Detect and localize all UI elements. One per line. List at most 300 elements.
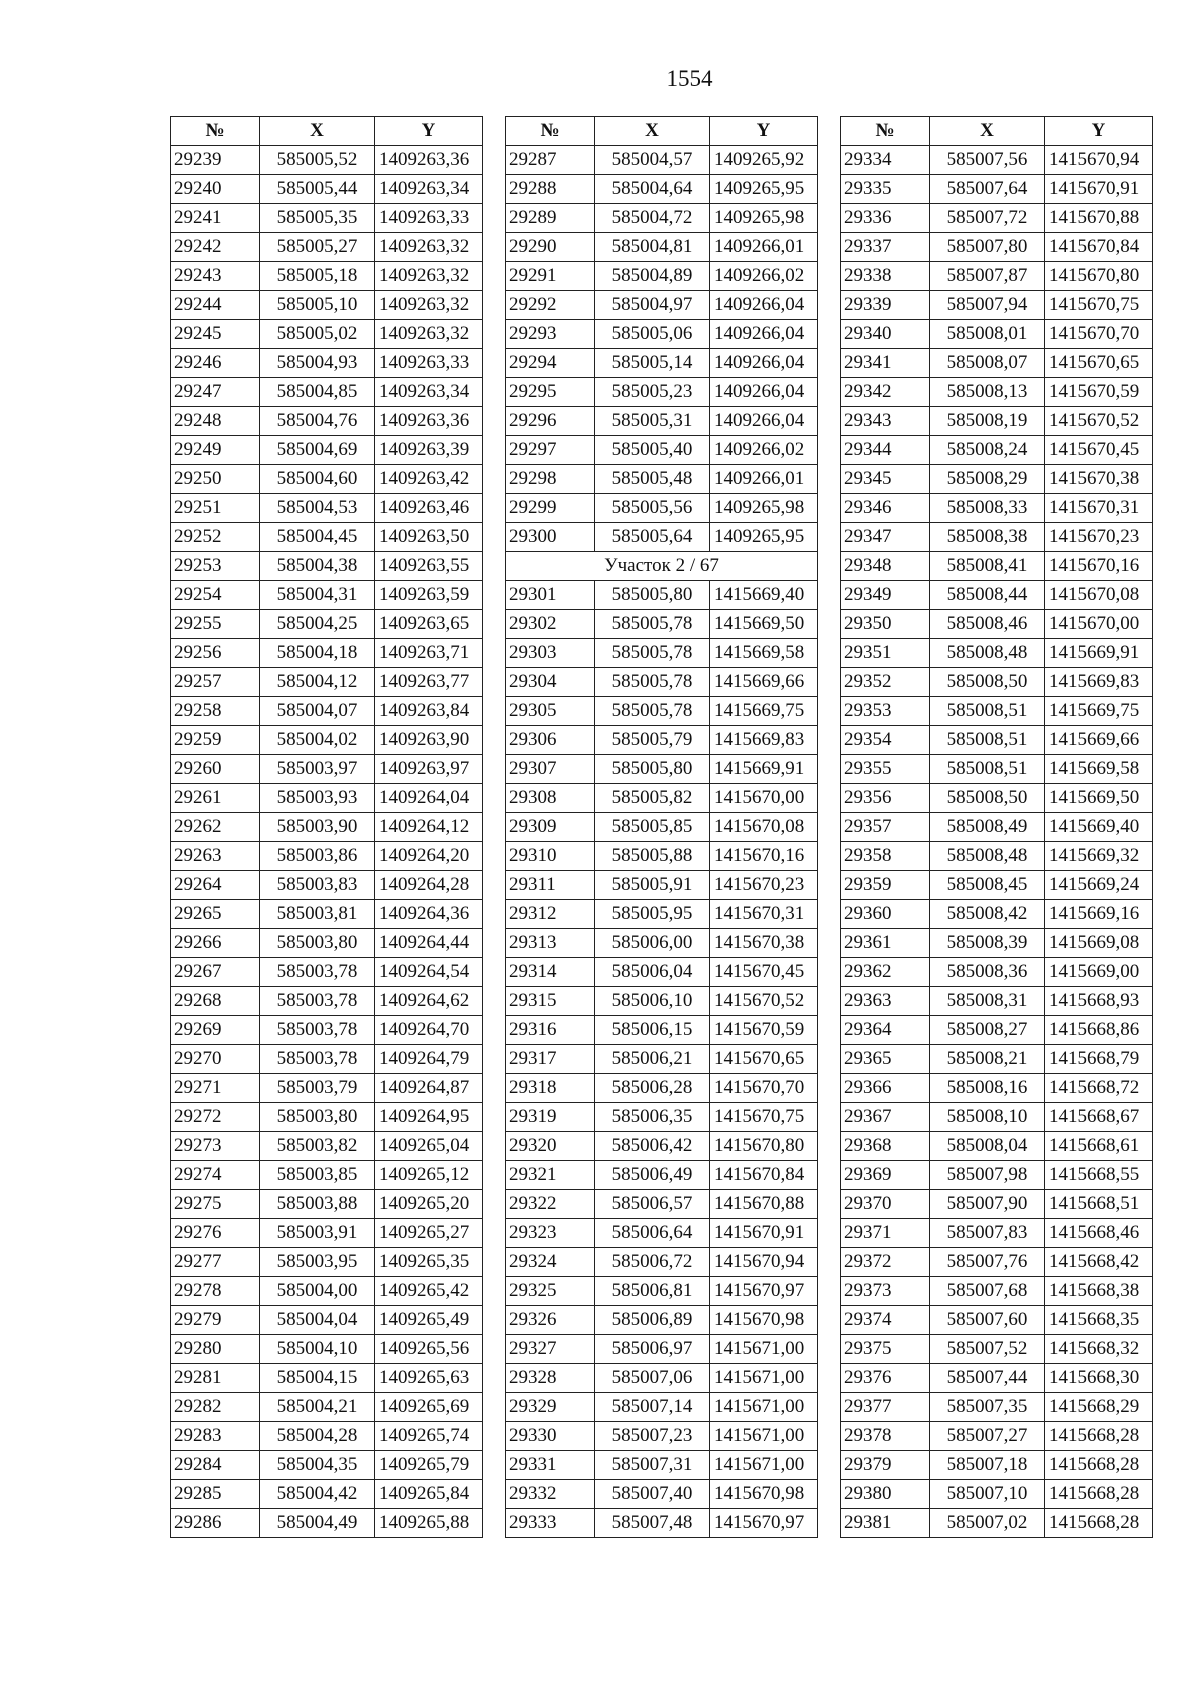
cell-x: 585006,21 [595, 1045, 710, 1074]
cell-y: 1415670,45 [1045, 436, 1153, 465]
cell-y: 1415669,75 [1045, 697, 1153, 726]
cell-x: 585008,27 [930, 1016, 1045, 1045]
table-row [171, 1248, 483, 1277]
cell-no: 29300 [506, 523, 595, 552]
cell-no: 29358 [841, 842, 930, 871]
cell-no: 29357 [841, 813, 930, 842]
table-row [506, 262, 818, 291]
cell-no: 29245 [171, 320, 260, 349]
cell-y: 1415670,88 [710, 1190, 818, 1219]
cell-no: 29345 [841, 465, 930, 494]
table-row [506, 1306, 818, 1335]
table-row [841, 1364, 1153, 1393]
cell-no: 29324 [506, 1248, 595, 1277]
cell-no: 29359 [841, 871, 930, 900]
cell-x: 585008,51 [930, 755, 1045, 784]
cell-y: 1415670,84 [1045, 233, 1153, 262]
cell-no: 29272 [171, 1103, 260, 1132]
cell-y: 1409263,36 [375, 407, 483, 436]
cell-y: 1415670,16 [710, 842, 818, 871]
cell-x: 585003,81 [260, 900, 375, 929]
cell-no: 29375 [841, 1335, 930, 1364]
cell-x: 585008,16 [930, 1074, 1045, 1103]
cell-x: 585007,14 [595, 1393, 710, 1422]
header-x: X [595, 117, 710, 146]
table-row [171, 1335, 483, 1364]
cell-x: 585005,78 [595, 697, 710, 726]
table-row [506, 1277, 818, 1306]
cell-y: 1415668,32 [1045, 1335, 1153, 1364]
cell-y: 1415670,45 [710, 958, 818, 987]
cell-y: 1409264,87 [375, 1074, 483, 1103]
cell-y: 1415670,97 [710, 1509, 818, 1538]
cell-no: 29292 [506, 291, 595, 320]
cell-x: 585008,41 [930, 552, 1045, 581]
cell-y: 1415671,00 [710, 1335, 818, 1364]
cell-no: 29380 [841, 1480, 930, 1509]
table-row [506, 871, 818, 900]
cell-y: 1415668,72 [1045, 1074, 1153, 1103]
table-row [506, 958, 818, 987]
cell-no: 29267 [171, 958, 260, 987]
cell-x: 585008,38 [930, 523, 1045, 552]
cell-x: 585006,35 [595, 1103, 710, 1132]
header-y: Y [375, 117, 483, 146]
cell-y: 1409263,90 [375, 726, 483, 755]
coordinate-table-1 [170, 116, 483, 1538]
table-row [171, 1277, 483, 1306]
cell-y: 1409266,02 [710, 436, 818, 465]
cell-y: 1415668,93 [1045, 987, 1153, 1016]
cell-y: 1415670,98 [710, 1480, 818, 1509]
cell-x: 585004,04 [260, 1306, 375, 1335]
cell-y: 1415669,00 [1045, 958, 1153, 987]
cell-x: 585005,40 [595, 436, 710, 465]
table-row [171, 1306, 483, 1335]
cell-x: 585004,53 [260, 494, 375, 523]
cell-x: 585003,80 [260, 929, 375, 958]
cell-y: 1409264,95 [375, 1103, 483, 1132]
table-row [841, 494, 1153, 523]
cell-y: 1415668,86 [1045, 1016, 1153, 1045]
cell-y: 1409263,55 [375, 552, 483, 581]
cell-x: 585008,42 [930, 900, 1045, 929]
cell-x: 585008,29 [930, 465, 1045, 494]
cell-x: 585007,56 [930, 146, 1045, 175]
cell-y: 1409265,63 [375, 1364, 483, 1393]
cell-y: 1409265,35 [375, 1248, 483, 1277]
cell-no: 29320 [506, 1132, 595, 1161]
cell-y: 1415670,88 [1045, 204, 1153, 233]
cell-no: 29356 [841, 784, 930, 813]
cell-no: 29301 [506, 581, 595, 610]
cell-no: 29298 [506, 465, 595, 494]
cell-y: 1415670,08 [1045, 581, 1153, 610]
table-row [171, 1451, 483, 1480]
cell-x: 585005,02 [260, 320, 375, 349]
table-row [506, 1451, 818, 1480]
cell-x: 585003,78 [260, 1016, 375, 1045]
cell-y: 1409263,32 [375, 262, 483, 291]
table-row [171, 320, 483, 349]
cell-x: 585003,93 [260, 784, 375, 813]
cell-no: 29271 [171, 1074, 260, 1103]
table-row [841, 204, 1153, 233]
cell-x: 585004,97 [595, 291, 710, 320]
table-row [171, 175, 483, 204]
cell-x: 585005,44 [260, 175, 375, 204]
header-no: № [506, 117, 595, 146]
cell-no: 29348 [841, 552, 930, 581]
cell-no: 29321 [506, 1161, 595, 1190]
table-row [171, 639, 483, 668]
table-row [506, 204, 818, 233]
cell-x: 585008,33 [930, 494, 1045, 523]
table-row [506, 407, 818, 436]
cell-no: 29243 [171, 262, 260, 291]
cell-no: 29257 [171, 668, 260, 697]
table-row [841, 523, 1153, 552]
cell-no: 29340 [841, 320, 930, 349]
cell-no: 29346 [841, 494, 930, 523]
cell-no: 29296 [506, 407, 595, 436]
cell-no: 29283 [171, 1422, 260, 1451]
cell-x: 585007,35 [930, 1393, 1045, 1422]
cell-y: 1409265,49 [375, 1306, 483, 1335]
cell-no: 29276 [171, 1219, 260, 1248]
cell-y: 1409266,04 [710, 320, 818, 349]
cell-no: 29378 [841, 1422, 930, 1451]
cell-no: 29275 [171, 1190, 260, 1219]
cell-x: 585005,18 [260, 262, 375, 291]
table-row [841, 320, 1153, 349]
cell-y: 1415670,59 [710, 1016, 818, 1045]
table-row [506, 842, 818, 871]
table-row [506, 784, 818, 813]
cell-x: 585007,76 [930, 1248, 1045, 1277]
cell-x: 585007,31 [595, 1451, 710, 1480]
cell-no: 29239 [171, 146, 260, 175]
table-row [171, 552, 483, 581]
table-row [841, 1393, 1153, 1422]
cell-y: 1415670,84 [710, 1161, 818, 1190]
cell-no: 29294 [506, 349, 595, 378]
table-row [171, 900, 483, 929]
table-row [506, 987, 818, 1016]
table-row [841, 784, 1153, 813]
cell-y: 1409263,59 [375, 581, 483, 610]
cell-y: 1415669,83 [1045, 668, 1153, 697]
cell-no: 29256 [171, 639, 260, 668]
cell-y: 1415669,75 [710, 697, 818, 726]
cell-x: 585003,95 [260, 1248, 375, 1277]
table-row [506, 523, 818, 552]
table-row [841, 262, 1153, 291]
cell-no: 29295 [506, 378, 595, 407]
table-row [171, 436, 483, 465]
table-header-row [171, 117, 483, 146]
cell-y: 1415670,80 [1045, 262, 1153, 291]
table-row [506, 291, 818, 320]
cell-y: 1415671,00 [710, 1364, 818, 1393]
cell-y: 1409264,04 [375, 784, 483, 813]
table-row [506, 726, 818, 755]
cell-y: 1409263,34 [375, 175, 483, 204]
cell-no: 29352 [841, 668, 930, 697]
cell-y: 1415669,08 [1045, 929, 1153, 958]
cell-no: 29334 [841, 146, 930, 175]
table-row [841, 349, 1153, 378]
cell-x: 585006,89 [595, 1306, 710, 1335]
table-row [171, 1393, 483, 1422]
cell-y: 1415668,46 [1045, 1219, 1153, 1248]
table-row [506, 1219, 818, 1248]
table-row [841, 146, 1153, 175]
cell-x: 585004,81 [595, 233, 710, 262]
table-row [841, 1219, 1153, 1248]
cell-y: 1415669,50 [710, 610, 818, 639]
cell-y: 1409265,27 [375, 1219, 483, 1248]
cell-y: 1409263,36 [375, 146, 483, 175]
cell-no: 29355 [841, 755, 930, 784]
cell-y: 1415669,66 [710, 668, 818, 697]
cell-no: 29317 [506, 1045, 595, 1074]
cell-y: 1409263,97 [375, 755, 483, 784]
table-row [506, 668, 818, 697]
cell-x: 585004,21 [260, 1393, 375, 1422]
cell-y: 1415670,52 [1045, 407, 1153, 436]
cell-x: 585005,27 [260, 233, 375, 262]
page-number: 1554 [666, 66, 713, 91]
cell-x: 585007,80 [930, 233, 1045, 262]
table-row [171, 1480, 483, 1509]
cell-y: 1415670,91 [1045, 175, 1153, 204]
cell-no: 29278 [171, 1277, 260, 1306]
cell-x: 585007,48 [595, 1509, 710, 1538]
cell-x: 585008,36 [930, 958, 1045, 987]
table-row [171, 465, 483, 494]
cell-x: 585004,18 [260, 639, 375, 668]
cell-no: 29265 [171, 900, 260, 929]
cell-no: 29258 [171, 697, 260, 726]
cell-x: 585004,57 [595, 146, 710, 175]
cell-no: 29280 [171, 1335, 260, 1364]
table-row [841, 842, 1153, 871]
cell-y: 1409266,02 [710, 262, 818, 291]
cell-no: 29252 [171, 523, 260, 552]
cell-x: 585003,85 [260, 1161, 375, 1190]
cell-y: 1409263,42 [375, 465, 483, 494]
header-x: X [260, 117, 375, 146]
cell-x: 585003,88 [260, 1190, 375, 1219]
cell-y: 1409264,12 [375, 813, 483, 842]
cell-x: 585003,78 [260, 958, 375, 987]
table-row [506, 1045, 818, 1074]
coordinate-tables [0, 116, 1200, 1616]
cell-y: 1409266,04 [710, 291, 818, 320]
cell-no: 29322 [506, 1190, 595, 1219]
table-row [171, 1161, 483, 1190]
cell-x: 585008,50 [930, 668, 1045, 697]
cell-x: 585008,10 [930, 1103, 1045, 1132]
cell-x: 585004,72 [595, 204, 710, 233]
table-row [171, 987, 483, 1016]
cell-x: 585003,80 [260, 1103, 375, 1132]
cell-no: 29241 [171, 204, 260, 233]
cell-y: 1409265,88 [375, 1509, 483, 1538]
cell-x: 585004,10 [260, 1335, 375, 1364]
cell-x: 585004,49 [260, 1509, 375, 1538]
table-row [841, 668, 1153, 697]
cell-y: 1415670,91 [710, 1219, 818, 1248]
cell-no: 29306 [506, 726, 595, 755]
cell-y: 1415669,91 [710, 755, 818, 784]
cell-y: 1409263,84 [375, 697, 483, 726]
table-row [841, 1161, 1153, 1190]
cell-no: 29354 [841, 726, 930, 755]
cell-x: 585003,78 [260, 987, 375, 1016]
cell-y: 1415670,38 [1045, 465, 1153, 494]
table-row [171, 610, 483, 639]
cell-x: 585007,90 [930, 1190, 1045, 1219]
cell-y: 1409265,95 [710, 175, 818, 204]
table-row [506, 1161, 818, 1190]
table-row [506, 900, 818, 929]
table-row [171, 1103, 483, 1132]
cell-x: 585005,56 [595, 494, 710, 523]
cell-y: 1415671,00 [710, 1451, 818, 1480]
cell-x: 585008,45 [930, 871, 1045, 900]
table-row [171, 349, 483, 378]
cell-x: 585005,95 [595, 900, 710, 929]
cell-y: 1409263,33 [375, 349, 483, 378]
cell-no: 29303 [506, 639, 595, 668]
table-row [171, 291, 483, 320]
table-row [506, 639, 818, 668]
cell-y: 1415668,42 [1045, 1248, 1153, 1277]
cell-no: 29250 [171, 465, 260, 494]
cell-x: 585005,52 [260, 146, 375, 175]
table-row [506, 378, 818, 407]
table-row [841, 1480, 1153, 1509]
cell-no: 29270 [171, 1045, 260, 1074]
coordinate-table-3 [840, 116, 1153, 1538]
cell-y: 1415668,55 [1045, 1161, 1153, 1190]
cell-no: 29277 [171, 1248, 260, 1277]
table-row [171, 755, 483, 784]
table-row [171, 262, 483, 291]
table-row [506, 755, 818, 784]
cell-no: 29269 [171, 1016, 260, 1045]
header-x: X [930, 117, 1045, 146]
cell-x: 585007,40 [595, 1480, 710, 1509]
table-row [506, 1393, 818, 1422]
cell-y: 1409265,95 [710, 523, 818, 552]
cell-no: 29304 [506, 668, 595, 697]
cell-y: 1415669,16 [1045, 900, 1153, 929]
table-row [171, 581, 483, 610]
cell-no: 29343 [841, 407, 930, 436]
cell-y: 1415670,00 [1045, 610, 1153, 639]
table-row [841, 1190, 1153, 1219]
cell-no: 29368 [841, 1132, 930, 1161]
cell-y: 1409266,01 [710, 233, 818, 262]
cell-x: 585008,01 [930, 320, 1045, 349]
cell-no: 29365 [841, 1045, 930, 1074]
cell-x: 585003,97 [260, 755, 375, 784]
cell-y: 1409264,70 [375, 1016, 483, 1045]
cell-x: 585005,48 [595, 465, 710, 494]
table-row [506, 813, 818, 842]
cell-no: 29367 [841, 1103, 930, 1132]
cell-y: 1415670,94 [1045, 146, 1153, 175]
cell-no: 29289 [506, 204, 595, 233]
table-row [506, 436, 818, 465]
cell-no: 29373 [841, 1277, 930, 1306]
cell-y: 1415670,38 [710, 929, 818, 958]
cell-no: 29309 [506, 813, 595, 842]
cell-x: 585008,07 [930, 349, 1045, 378]
cell-no: 29248 [171, 407, 260, 436]
table-row [841, 465, 1153, 494]
cell-no: 29319 [506, 1103, 595, 1132]
table-row [506, 146, 818, 175]
cell-x: 585007,98 [930, 1161, 1045, 1190]
header-y: Y [710, 117, 818, 146]
cell-y: 1415669,91 [1045, 639, 1153, 668]
cell-y: 1409265,98 [710, 204, 818, 233]
cell-x: 585008,51 [930, 697, 1045, 726]
cell-x: 585004,31 [260, 581, 375, 610]
cell-x: 585006,72 [595, 1248, 710, 1277]
cell-no: 29310 [506, 842, 595, 871]
table-row [841, 1248, 1153, 1277]
table-row [171, 842, 483, 871]
cell-x: 585008,44 [930, 581, 1045, 610]
cell-y: 1415671,00 [710, 1422, 818, 1451]
cell-no: 29316 [506, 1016, 595, 1045]
cell-no: 29377 [841, 1393, 930, 1422]
cell-y: 1415668,79 [1045, 1045, 1153, 1074]
cell-no: 29293 [506, 320, 595, 349]
cell-no: 29290 [506, 233, 595, 262]
cell-y: 1415669,32 [1045, 842, 1153, 871]
cell-x: 585008,39 [930, 929, 1045, 958]
table-row [841, 175, 1153, 204]
table-row [506, 1480, 818, 1509]
table-row [841, 291, 1153, 320]
cell-no: 29273 [171, 1132, 260, 1161]
table-row [841, 1451, 1153, 1480]
cell-no: 29253 [171, 552, 260, 581]
cell-x: 585004,69 [260, 436, 375, 465]
table-row [841, 755, 1153, 784]
cell-y: 1415670,00 [710, 784, 818, 813]
cell-no: 29242 [171, 233, 260, 262]
cell-no: 29338 [841, 262, 930, 291]
cell-no: 29251 [171, 494, 260, 523]
cell-x: 585007,64 [930, 175, 1045, 204]
table-row [841, 1422, 1153, 1451]
table-row [171, 1364, 483, 1393]
cell-no: 29328 [506, 1364, 595, 1393]
cell-no: 29299 [506, 494, 595, 523]
cell-y: 1415670,75 [1045, 291, 1153, 320]
table-row [171, 146, 483, 175]
cell-x: 585004,12 [260, 668, 375, 697]
cell-x: 585007,02 [930, 1509, 1045, 1538]
cell-y: 1415670,16 [1045, 552, 1153, 581]
